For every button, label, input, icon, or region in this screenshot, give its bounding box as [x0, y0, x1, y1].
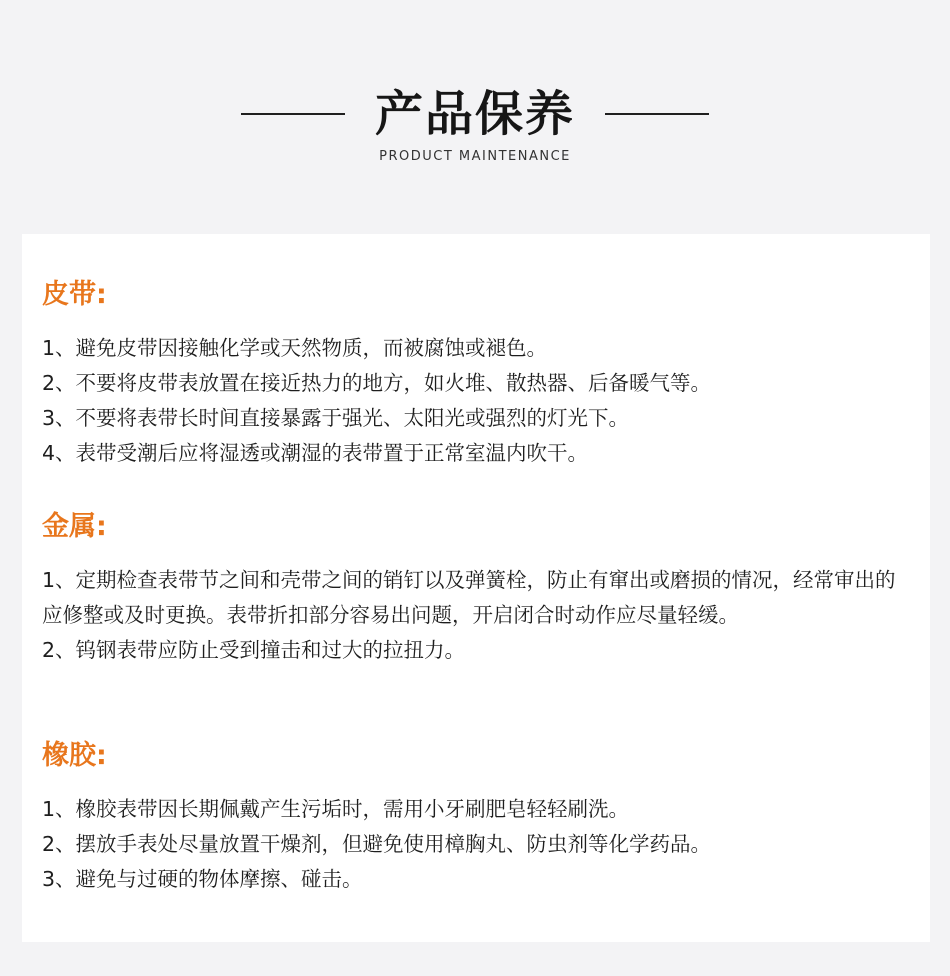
list-item: 1、橡胶表带因长期佩戴产生污垢时，需用小牙刷肥皂轻轻刷洗。 [42, 797, 630, 821]
list-item: 3、避免与过硬的物体摩擦、碰击。 [42, 867, 363, 891]
list-item: 1、避免皮带因接触化学或天然物质，而被腐蚀或褪色。 [42, 336, 548, 360]
section-leather [42, 275, 912, 471]
section-items [42, 792, 912, 897]
section-title: 皮带: [42, 279, 107, 310]
title-line-right [605, 113, 709, 115]
section-items [42, 563, 912, 668]
list-item: 2、摆放手表处尽量放置干燥剂，但避免使用樟胸丸、防虫剂等化学药品。 [42, 832, 712, 856]
list-item: 2、钨钢表带应防止受到撞击和过大的拉扭力。 [42, 638, 466, 662]
section-metal [42, 507, 912, 668]
page-subtitle: PRODUCT MAINTENANCE [379, 149, 571, 164]
page-header [0, 0, 950, 234]
section-rubber [42, 736, 912, 897]
list-item: 3、不要将表带长时间直接暴露于强光、太阳光或强烈的灯光下。 [42, 406, 630, 430]
title-line-left [241, 113, 345, 115]
page-title: 产品保养 [374, 86, 575, 142]
section-title: 橡胶: [42, 740, 107, 771]
section-title: 金属: [42, 511, 107, 542]
list-item: 4、表带受潮后应将湿透或潮湿的表带置于正常室温内吹干。 [42, 441, 589, 465]
section-items [42, 331, 912, 471]
title-row [0, 84, 950, 144]
content-card [22, 234, 930, 942]
list-item: 2、不要将皮带表放置在接近热力的地方，如火堆、散热器、后备暖气等。 [42, 371, 712, 395]
list-item: 1、定期检查表带节之间和壳带之间的销钉以及弹簧栓，防止有窜出或磨损的情况，经常审出的应修整或及时更换。表带折扣部分容易出问题，开启闭合时动作应尽量轻缓。 [42, 568, 896, 627]
